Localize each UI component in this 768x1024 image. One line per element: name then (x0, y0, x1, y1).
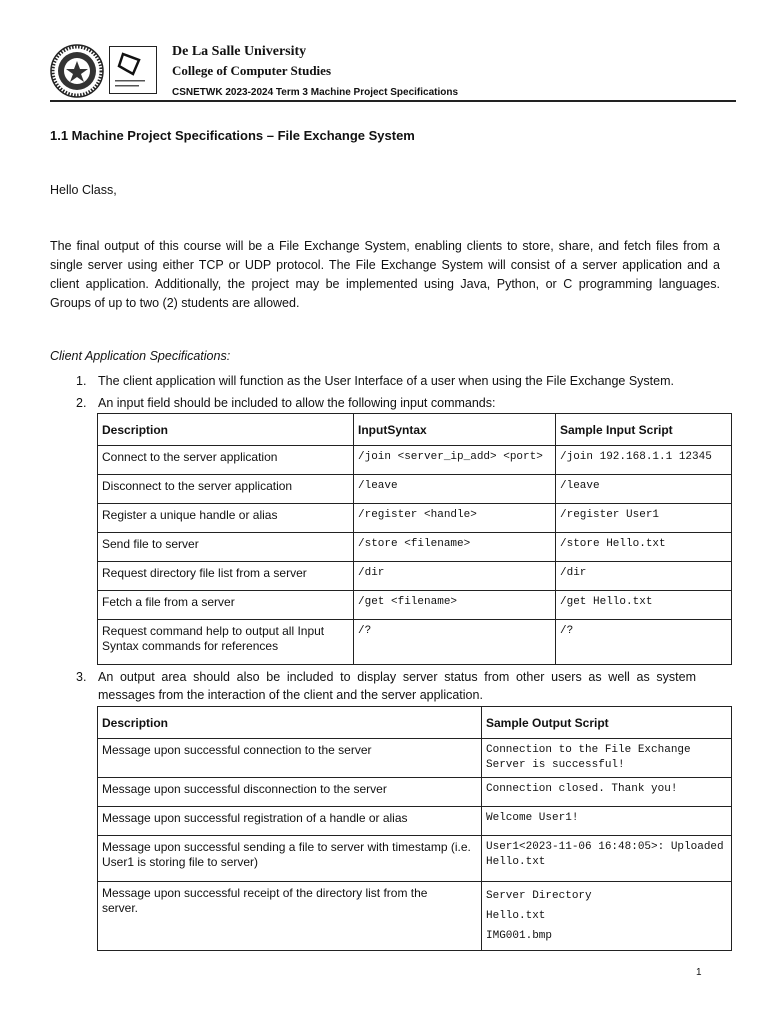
table-row (98, 778, 732, 807)
description-cell: Message upon successful disconnection to the server (98, 778, 482, 807)
university-name: De La Salle University (172, 44, 307, 59)
table-row (98, 882, 732, 951)
table-row (98, 446, 732, 475)
page-number: 1 (696, 967, 702, 978)
syntax-cell: /? (354, 620, 556, 665)
ccs-logo-icon (109, 46, 157, 94)
syntax-cell: /get <filename> (354, 591, 556, 620)
syntax-cell: /store <filename> (354, 533, 556, 562)
syntax-cell: /leave (354, 475, 556, 504)
input-commands-table (97, 413, 732, 665)
intro-paragraph: The final output of this course will be a File Exchange System, enabling clients to store, share, and fetch files from a single server using either TCP or UDP protocol. The File Exchange System will consist of a server application and a client application. Additionally, the project may be implemented using Java, Python, or C programming languages. Groups of up to two (2) students are allowed. (50, 239, 720, 310)
directory-line: IMG001.bmp (486, 930, 553, 942)
description-cell: Request directory file list from a server (98, 562, 354, 591)
sample-cell: /? (556, 620, 732, 665)
table-header-row (98, 707, 732, 739)
directory-line: Server Directory (486, 890, 592, 902)
table-header-row (98, 414, 732, 446)
sample-cell: /join 192.168.1.1 12345 (556, 446, 732, 475)
page-header (50, 44, 736, 102)
description-cell: Request command help to output all Input Syntax commands for references (98, 620, 354, 665)
column-header: InputSyntax (354, 414, 556, 446)
list-text: The client application will function as the User Interface of a user when using the File Exchange System. (98, 374, 674, 388)
directory-description: Message upon successful receipt of the directory list from the server. (102, 886, 428, 915)
description-cell: Register a unique handle or alias (98, 504, 354, 533)
list-number: 1. (76, 374, 87, 388)
description-cell: Message upon successful registration of a handle or alias (98, 807, 482, 836)
sample-cell: /dir (556, 562, 732, 591)
table-row (98, 620, 732, 665)
college-name: College of Computer Studies (172, 63, 332, 78)
list-text: An input field should be included to allow the following input commands: (98, 396, 496, 410)
column-header: Sample Output Script (482, 707, 732, 739)
sample-cell: /store Hello.txt (556, 533, 732, 562)
output-cell: Connection to the File Exchange Server is successful! (482, 739, 732, 778)
output-cell (482, 882, 732, 951)
table-row (98, 562, 732, 591)
list-number: 3. (76, 670, 87, 684)
university-seal-icon (50, 44, 104, 98)
description-cell: Disconnect to the server application (98, 475, 354, 504)
table-row (98, 504, 732, 533)
description-cell: Connect to the server application (98, 446, 354, 475)
description-cell: Message upon successful connection to the server (98, 739, 482, 778)
column-header: Description (98, 707, 482, 739)
table-row (98, 591, 732, 620)
sample-cell: /register User1 (556, 504, 732, 533)
header-divider (50, 100, 736, 102)
output-cell: Welcome User1! (482, 807, 732, 836)
table-row (98, 475, 732, 504)
list-number: 2. (76, 396, 87, 410)
description-cell: Message upon successful sending a file to server with timestamp (i.e. User1 is storing file to server) (98, 836, 482, 882)
table-row (98, 739, 732, 778)
table-row (98, 836, 732, 882)
list-text: An output area should also be included to display server status from other users as well as system messages from the interaction of the client and the server application. (98, 670, 696, 702)
column-header: Sample Input Script (556, 414, 732, 446)
section-title: 1.1 Machine Project Specifications – File Exchange System (50, 128, 415, 143)
syntax-cell: /dir (354, 562, 556, 591)
table-row (98, 807, 732, 836)
description-cell: Fetch a file from a server (98, 591, 354, 620)
description-cell (98, 882, 482, 951)
column-header: Description (98, 414, 354, 446)
client-spec-heading: Client Application Specifications: (50, 349, 231, 363)
syntax-cell: /join <server_ip_add> <port> (354, 446, 556, 475)
spec-line: CSNETWK 2023-2024 Term 3 Machine Project Specifications (172, 87, 459, 98)
output-cell: User1<2023-11-06 16:48:05>: Uploaded Hello.txt (482, 836, 732, 882)
sample-cell: /get Hello.txt (556, 591, 732, 620)
directory-line: Hello.txt (486, 910, 546, 922)
table-row (98, 533, 732, 562)
description-cell: Send file to server (98, 533, 354, 562)
output-messages-table (97, 706, 732, 951)
sample-cell: /leave (556, 475, 732, 504)
output-cell: Connection closed. Thank you! (482, 778, 732, 807)
syntax-cell: /register <handle> (354, 504, 556, 533)
greeting: Hello Class, (50, 183, 117, 197)
